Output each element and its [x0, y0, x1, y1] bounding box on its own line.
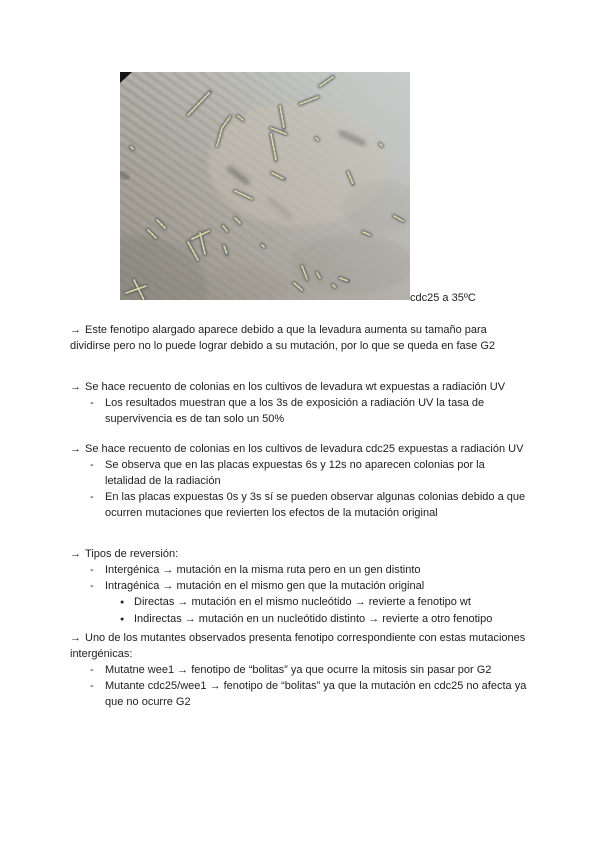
- bullet-marker: ●: [120, 599, 125, 606]
- paragraph-text: Se hace recuento de colonias en los cultivos de levadura wt expuestas a radiación UV: [85, 381, 506, 393]
- dash-marker: -: [90, 491, 94, 503]
- sub-list-item: [70, 611, 528, 628]
- arrow-marker: →: [70, 324, 81, 336]
- paragraph-text: Uno de los mutantes observados presenta fenotipo correspondiente con estas mutaciones intergénicas:: [70, 632, 526, 660]
- list-item-text: Los resultados muestran que a los 3s de exposición a radiación UV la tasa de supervivencia es de tan solo un 50%: [105, 397, 485, 425]
- sub-list-item-text: Indirectas → mutación en un nucleótido distinto → revierte a otro fenotipo: [134, 613, 493, 625]
- paragraph-fenotipo: [70, 322, 528, 354]
- paragraph-tipos-reversion: [70, 546, 528, 628]
- sub-list-item-text: Directas → mutación en el mismo nucleótido → revierte a fenotipo wt: [134, 596, 471, 608]
- dash-marker: -: [90, 564, 94, 576]
- paragraph-text: Este fenotipo alargado aparece debido a que la levadura aumenta su tamaño para dividirse pero no lo puede lograr debido a su mutación, por lo que se queda en fase G2: [70, 324, 496, 352]
- dash-marker: -: [90, 680, 94, 692]
- dash-marker: -: [90, 664, 94, 676]
- list-item-text: Intragénica → mutación en el mismo gen que la mutación original: [105, 580, 425, 592]
- list-item-text: Intergénica → mutación en la misma ruta pero en un gen distinto: [105, 564, 421, 576]
- list-item: [70, 395, 528, 427]
- list-item: [70, 662, 528, 678]
- paragraph-text: Se hace recuento de colonias en los cultivos de levadura cdc25 expuestas a radiación UV: [85, 443, 524, 455]
- list-item-text: Se observa que en las placas expuestas 6s y 12s no aparecen colonias por la letalidad de la radiación: [105, 459, 485, 487]
- dash-marker: -: [90, 580, 94, 592]
- list-item-text: Mutante cdc25/wee1 → fenotipo de “bolitas” ya que la mutación en cdc25 no afecta ya que no ocurre G2: [105, 680, 527, 708]
- list-item: [70, 562, 528, 578]
- arrow-marker: →: [70, 443, 81, 455]
- dash-marker: -: [90, 397, 94, 409]
- list-item-text: En las placas expuestas 0s y 3s sí se pueden observar algunas colonias debido a que ocurren mutaciones que revierten los efectos de la mutación original: [105, 491, 526, 519]
- bullet-marker: ●: [120, 616, 125, 623]
- paragraph-mutantes: [70, 630, 528, 710]
- sub-list-item: [70, 594, 528, 611]
- figure-caption: cdc25 a 35ºC: [410, 292, 476, 304]
- micrograph-image: [120, 72, 410, 300]
- list-item-text: Mutatne wee1 → fenotipo de “bolitas” ya que ocurre la mitosis sin pasar por G2: [105, 664, 492, 676]
- paragraph-text: Tipos de reversión:: [85, 548, 179, 560]
- arrow-marker: →: [70, 381, 81, 393]
- list-item: [70, 578, 528, 594]
- micrograph-figure: [120, 72, 410, 300]
- dash-marker: -: [90, 459, 94, 471]
- arrow-marker: →: [70, 548, 81, 560]
- list-item: [70, 678, 528, 710]
- paragraph-recuento-cdc25: [70, 441, 528, 521]
- paragraph-recuento-wt: [70, 379, 528, 427]
- list-item: [70, 489, 528, 521]
- arrow-marker: →: [70, 632, 81, 644]
- list-item: [70, 457, 528, 489]
